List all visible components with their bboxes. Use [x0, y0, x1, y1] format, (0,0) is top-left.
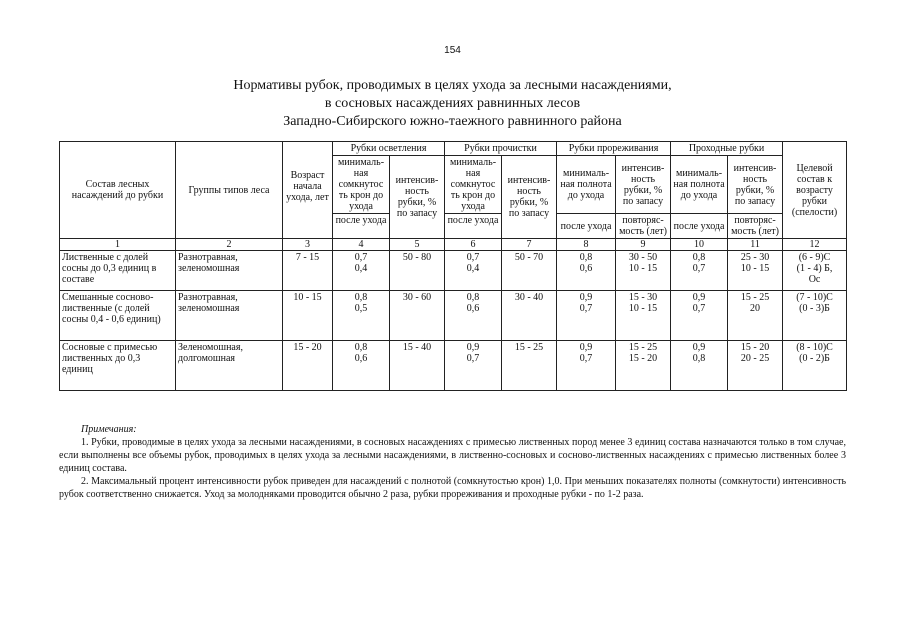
value-before: 0,9: [692, 292, 706, 303]
notes-heading: Примечания:: [81, 424, 137, 435]
column-number-row: [60, 239, 847, 251]
cell-intensity-prorezh: [616, 341, 671, 391]
cell-intensity-proch: 30 - 40: [502, 291, 557, 341]
header-after-care-prokhod: после ухода: [671, 214, 728, 239]
header-repeat-prorezh: повторяс-мость (лет): [616, 214, 671, 239]
header-intensity-osv: интенсив-ность рубки, % по запасу: [390, 156, 445, 239]
cell-density-prokhod: [671, 341, 728, 391]
value-before: 0,7: [466, 252, 480, 263]
target-line: (0 - 2)Б: [799, 353, 830, 364]
column-number: 1: [60, 239, 176, 251]
cell-composition: Сосновые с примесью лиственных до 0,3 единиц: [60, 341, 176, 391]
value-after: 0,7: [579, 303, 593, 314]
value-repeat: 15 - 20: [628, 353, 658, 364]
value-before: 0,8: [579, 252, 593, 263]
note-1: 1. Рубки, проводимые в целях ухода за лесными насаждениями, в сосновых насаждениях с примесью лиственных пород менее 3 единиц состава назначаются только в том случае, если выполнены все объемы рубок, проводимых в целях ухода за лесными насаждениями, в лиственно-сосновых и сосново-лиственных насаждениях с примесью лиственных более 3 единиц состава.: [59, 437, 846, 474]
header-row-1: [60, 142, 847, 156]
column-number: 8: [557, 239, 616, 251]
table-row: [60, 251, 847, 291]
value-before: 0,9: [692, 342, 706, 353]
value-repeat: 10 - 15: [740, 263, 770, 274]
column-number: 4: [333, 239, 390, 251]
value-before: 0,8: [466, 292, 480, 303]
target-line: (8 - 10)С: [796, 342, 833, 353]
cell-density-prorezh: [557, 341, 616, 391]
cell-closure-proch: [445, 251, 502, 291]
value-before: 0,9: [579, 342, 593, 353]
cell-forest-types: Зеленомошная, долгомошная: [176, 341, 283, 391]
value-intensity: 30 - 50: [628, 252, 658, 263]
table-row: [60, 341, 847, 391]
header-after-care-prorezh: после ухода: [557, 214, 616, 239]
header-min-closure-osv: минималь-ная сомкнутос ть крон до ухода: [333, 156, 390, 214]
header-after-care-proch: после ухода: [445, 214, 502, 239]
page-number: 154: [444, 45, 461, 56]
column-number: 9: [616, 239, 671, 251]
header-min-density-prorezh: минималь-ная полнота до ухода: [557, 156, 616, 214]
header-intensity-proch: интенсив-ность рубки, % по запасу: [502, 156, 557, 239]
cell-age: 15 - 20: [283, 341, 333, 391]
cell-intensity-osv: 15 - 40: [390, 341, 445, 391]
cell-target-composition: [783, 341, 847, 391]
target-line: Ос: [808, 274, 821, 285]
value-before: 0,8: [692, 252, 706, 263]
cell-density-prorezh: [557, 251, 616, 291]
header-composition: Состав лесных насаждений до рубки: [60, 142, 176, 239]
column-number: 10: [671, 239, 728, 251]
value-intensity: 15 - 25: [740, 292, 770, 303]
cell-closure-proch: [445, 291, 502, 341]
title-line-3: Западно-Сибирского южно-таежного равнинного района: [283, 114, 622, 129]
cell-intensity-prokhod: [728, 341, 783, 391]
value-after: 0,7: [692, 303, 706, 314]
value-intensity: 25 - 30: [740, 252, 770, 263]
cell-intensity-prokhod: [728, 291, 783, 341]
value-after: 0,6: [579, 263, 593, 274]
header-intensity-prokhod: интенсив-ность рубки, % по запасу: [728, 156, 783, 214]
notes-section: [59, 423, 846, 501]
title-line-1: Нормативы рубок, проводимых в целях ухода за лесными насаждениями,: [233, 78, 672, 93]
title-line-2: в сосновых насаждениях равнинных лесов: [324, 96, 581, 111]
column-number: 2: [176, 239, 283, 251]
header-group-osvetlenie: Рубки осветления: [333, 142, 445, 156]
value-after: 0,4: [466, 263, 480, 274]
header-group-prochistka: Рубки прочистки: [445, 142, 557, 156]
target-line: (0 - 3)Б: [799, 303, 830, 314]
column-number: 3: [283, 239, 333, 251]
header-start-age: Возраст начала ухода, лет: [283, 142, 333, 239]
value-intensity: 15 - 30: [628, 292, 658, 303]
column-number: 12: [783, 239, 847, 251]
column-number: 7: [502, 239, 557, 251]
cell-intensity-prorezh: [616, 251, 671, 291]
header-min-closure-proch: минималь-ная сомкнутос ть крон до ухода: [445, 156, 502, 214]
cell-intensity-proch: 50 - 70: [502, 251, 557, 291]
header-forest-types: Группы типов леса: [176, 142, 283, 239]
cell-age: 7 - 15: [283, 251, 333, 291]
value-before: 0,7: [354, 252, 368, 263]
cell-density-prokhod: [671, 291, 728, 341]
value-after: 0,8: [692, 353, 706, 364]
cell-intensity-prorezh: [616, 291, 671, 341]
cell-intensity-proch: 15 - 25: [502, 341, 557, 391]
value-intensity: 15 - 20: [740, 342, 770, 353]
header-repeat-prokhod: повторяс-мость (лет): [728, 214, 783, 239]
cell-closure-osv: [333, 341, 390, 391]
value-intensity: 15 - 25: [628, 342, 658, 353]
cell-forest-types: Разнотравная, зеленомошная: [176, 251, 283, 291]
header-intensity-prorezh: интенсив-ность рубки, % по запасу: [616, 156, 671, 214]
cell-composition: Смешанные сосново-лиственные (с долей сосны 0,4 - 0,6 единиц): [60, 291, 176, 341]
value-before: 0,9: [466, 342, 480, 353]
cell-density-prorezh: [557, 291, 616, 341]
value-after: 0,7: [579, 353, 593, 364]
cell-target-composition: [783, 251, 847, 291]
value-repeat: 10 - 15: [628, 303, 658, 314]
target-line: (7 - 10)С: [796, 292, 833, 303]
value-before: 0,9: [579, 292, 593, 303]
cell-intensity-prokhod: [728, 251, 783, 291]
value-before: 0,8: [354, 342, 368, 353]
document-title: [0, 77, 905, 131]
target-line: (6 - 9)С: [798, 252, 831, 263]
cell-closure-osv: [333, 251, 390, 291]
header-min-density-prokhod: минималь-ная полнота до ухода: [671, 156, 728, 214]
header-group-prokhodnye: Проходные рубки: [671, 142, 783, 156]
header-after-care-osv: после ухода: [333, 214, 390, 239]
column-number: 6: [445, 239, 502, 251]
header-group-prorezhivanie: Рубки прореживания: [557, 142, 671, 156]
cell-intensity-osv: 50 - 80: [390, 251, 445, 291]
cell-target-composition: [783, 291, 847, 341]
cell-age: 10 - 15: [283, 291, 333, 341]
note-2: 2. Максимальный процент интенсивности рубок приведен для насаждений с полнотой (сомкнутостью крон) 1,0. При меньших показателях полноты (сомкнутости) интенсивность рубок соответственно снижается. Уход за молодняками проводится обычно 2 раза, рубки прореживания и проходные рубки - по 1-2 раза.: [59, 476, 846, 500]
cell-density-prokhod: [671, 251, 728, 291]
cell-closure-osv: [333, 291, 390, 341]
cell-closure-proch: [445, 341, 502, 391]
value-after: 0,6: [354, 353, 368, 364]
value-repeat: 10 - 15: [628, 263, 658, 274]
value-repeat: 20: [750, 303, 761, 314]
cell-composition: Лиственные с долей сосны до 0,3 единиц в составе: [60, 251, 176, 291]
value-after: 0,5: [354, 303, 368, 314]
value-before: 0,8: [354, 292, 368, 303]
value-repeat: 20 - 25: [740, 353, 770, 364]
target-line: (1 - 4) Б,: [796, 263, 833, 274]
cell-forest-types: Разнотравная, зеленомошная: [176, 291, 283, 341]
value-after: 0,7: [466, 353, 480, 364]
value-after: 0,7: [692, 263, 706, 274]
norms-table: [59, 141, 847, 391]
cell-intensity-osv: 30 - 60: [390, 291, 445, 341]
header-target-composition: Целевой состав к возрасту рубки (спелости): [783, 142, 847, 239]
column-number: 11: [728, 239, 783, 251]
column-number: 5: [390, 239, 445, 251]
value-after: 0,4: [354, 263, 368, 274]
table-row: [60, 291, 847, 341]
value-after: 0,6: [466, 303, 480, 314]
